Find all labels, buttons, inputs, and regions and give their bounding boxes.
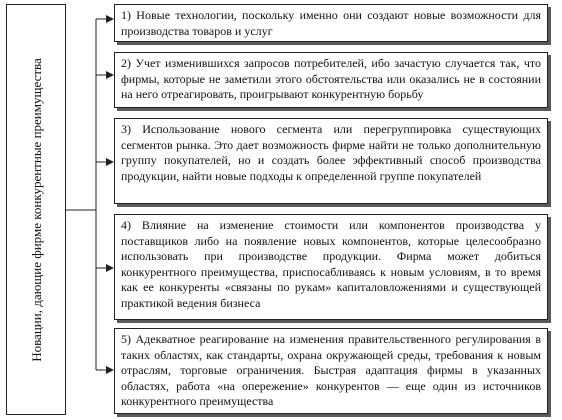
- item-box-3: [114, 118, 548, 204]
- item-box-2: [114, 52, 548, 108]
- item-text-5: 5) Адекватное реагирование на изменения правительственного регулирования в таких областях, как стандарты, охрана окружающей среды, требования к новым отраслям, торговые ограничения. Быстрая адаптация фирмы в указанных областях, работа «на опережение» конкурентов — еще один из источников конкурентного преимущества: [121, 332, 541, 409]
- title-box: [6, 4, 66, 415]
- item-box-5: [114, 328, 548, 414]
- item-text-4: 4) Влияние на изменение стоимости или компонентов производства у поставщиков либо на появление новых компонентов, которые целесообразно использовать при производстве продукции. Фирма может добиться конкурентного преимущества, приспосабливаясь к новым условиям, в то время как ее конкуренты «связаны по рукам» капиталовложениями и существующей практикой ведения бизнеса: [121, 218, 541, 310]
- diagram-title: Новации, дающие фирме конкурентные преимущества: [28, 57, 44, 362]
- item-text-1: 1) Новые технологии, поскольку именно они создают новые возможности для производства товаров и услуг: [121, 8, 541, 38]
- item-box-4: [114, 214, 548, 320]
- item-box-1: [114, 4, 548, 42]
- item-text-3: 3) Использование нового сегмента или перегруппировка существующих сегментов рынка. Это дает возможность фирме найти не только дополнительную группу покупателей, но и создать более эффективный способ производства продукции, найти новые подходы к определенной группе покупателей: [121, 122, 541, 183]
- item-text-2: 2) Учет изменившихся запросов потребителей, ибо зачастую случается так, что фирмы, которые не заметили этого обстоятельства или оказались не в состоянии на него отреагировать, проигрывают конкурентную борьбу: [121, 56, 541, 102]
